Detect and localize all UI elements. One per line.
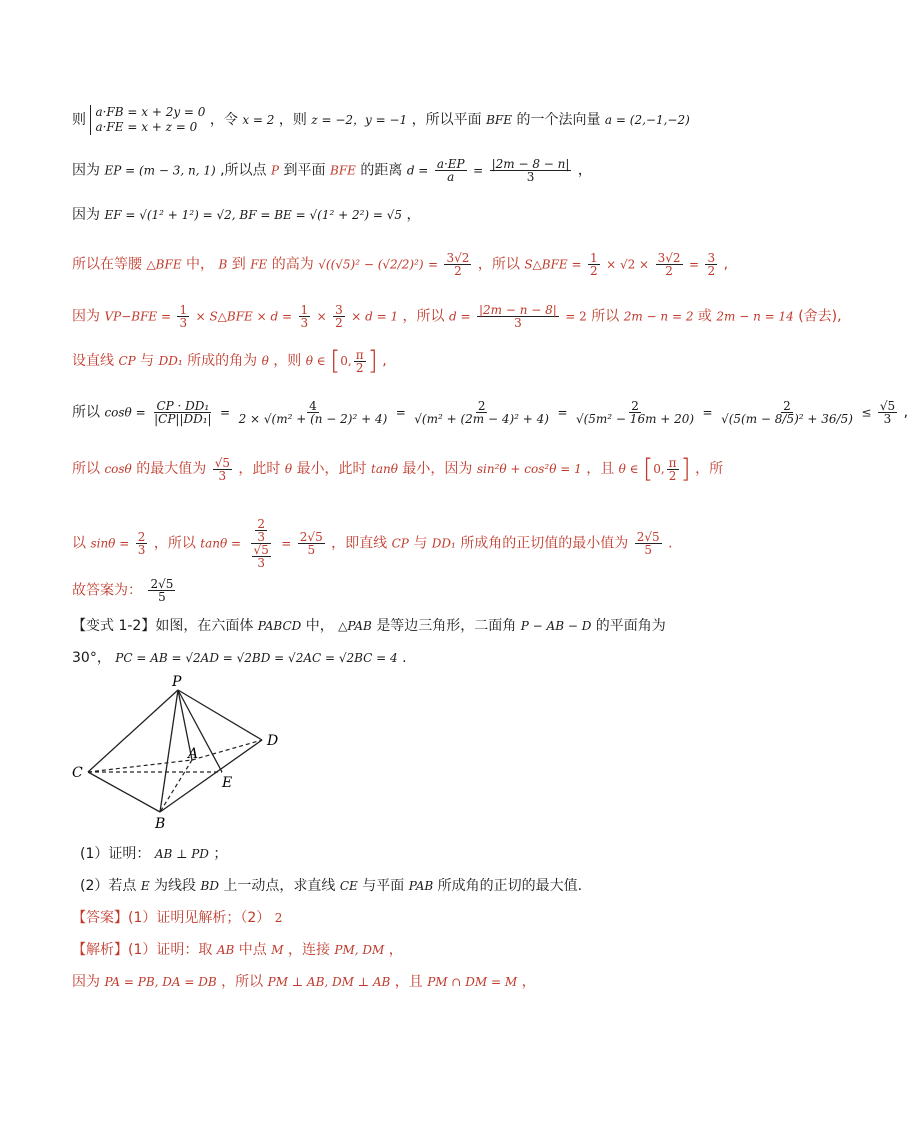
text: ，即直线 bbox=[331, 535, 388, 552]
text: 中点 bbox=[238, 942, 267, 958]
text: ，连接 bbox=[287, 942, 330, 958]
question-2 bbox=[80, 876, 582, 896]
fraction bbox=[477, 304, 559, 329]
math: cosθ bbox=[104, 462, 132, 476]
math: BFE bbox=[330, 163, 356, 178]
numerator: 2√5 bbox=[299, 530, 323, 544]
numerator: 3√2 bbox=[446, 251, 470, 265]
edge-bd bbox=[160, 740, 262, 812]
math: AB bbox=[216, 943, 235, 957]
text: ，所 bbox=[695, 461, 724, 477]
text: (1）证明： bbox=[80, 846, 151, 862]
bracket: ] bbox=[367, 346, 378, 376]
line-1 bbox=[72, 105, 690, 135]
math: 0, bbox=[653, 462, 665, 476]
math: DD₁ bbox=[158, 354, 183, 368]
math: PAB bbox=[408, 879, 434, 893]
numerator: π bbox=[668, 455, 677, 470]
text: 到平面 bbox=[283, 162, 326, 179]
math: E bbox=[140, 879, 150, 893]
bracket: [ bbox=[330, 346, 341, 376]
math: = bbox=[688, 257, 700, 272]
math: sin²θ + cos²θ = 1 bbox=[476, 462, 582, 476]
denominator: 2 × √(m² + (n − 2)² + 4) bbox=[238, 412, 388, 426]
vertex-a: A bbox=[188, 746, 199, 762]
denominator: 5 bbox=[307, 543, 316, 557]
math: sinθ = bbox=[90, 536, 130, 551]
fraction bbox=[237, 400, 390, 425]
text: 所成的角为 bbox=[187, 353, 258, 369]
numerator: 1 bbox=[179, 303, 188, 317]
edge-pb bbox=[160, 690, 178, 812]
math: PABCD bbox=[257, 619, 302, 633]
denominator: 5 bbox=[158, 590, 166, 604]
denominator: 3 bbox=[218, 468, 227, 483]
text: 所以 bbox=[72, 461, 100, 477]
fraction bbox=[719, 400, 855, 425]
math: P bbox=[271, 163, 280, 178]
math: CP bbox=[391, 536, 409, 551]
text: 因为 bbox=[72, 162, 100, 179]
text: ，且 bbox=[394, 974, 423, 990]
numerator: 1 bbox=[590, 251, 598, 265]
math: AB ⊥ PD bbox=[154, 847, 209, 861]
numerator: 3 bbox=[335, 303, 343, 317]
fraction bbox=[148, 578, 175, 603]
text: ， bbox=[406, 207, 421, 223]
variant-line-2 bbox=[72, 648, 407, 668]
numerator: CP · DD₁ bbox=[156, 399, 210, 413]
numerator: 2√5 bbox=[150, 577, 174, 591]
text: ，所以 bbox=[477, 256, 520, 273]
math: PM ⊥ AB, DM ⊥ AB bbox=[267, 975, 391, 989]
text: 上一动点，求直线 bbox=[223, 878, 336, 894]
text: ,所以点 bbox=[220, 162, 267, 179]
edge-ab bbox=[160, 760, 192, 812]
numerator: |2m − n − 8| bbox=[479, 303, 557, 317]
text: 所以在等腰 bbox=[72, 256, 142, 273]
math: △BFE bbox=[146, 257, 182, 272]
math: B bbox=[218, 257, 228, 272]
numerator: √5 bbox=[214, 455, 230, 470]
denominator: 3 bbox=[179, 316, 188, 330]
line-2 bbox=[72, 158, 592, 183]
denominator: 3 bbox=[257, 556, 265, 570]
text: ，则 bbox=[278, 112, 307, 128]
fraction bbox=[444, 252, 471, 277]
text: 设直线 bbox=[72, 353, 114, 369]
text: , bbox=[382, 353, 387, 369]
text: 是等边三角形，二面角 bbox=[376, 618, 517, 634]
denominator: √(m² + (2m − 4)² + 4) bbox=[414, 412, 549, 426]
math: VP−BFE = bbox=[104, 309, 172, 324]
text: ，所以 bbox=[402, 308, 445, 325]
math: PM, DM bbox=[334, 943, 385, 957]
text: (舍去), bbox=[798, 308, 842, 325]
text: (2）若点 bbox=[80, 878, 137, 894]
math: = 2 bbox=[565, 309, 587, 324]
text: 的平面角为 bbox=[595, 618, 666, 634]
bracket: [ bbox=[643, 454, 654, 484]
math: × bbox=[316, 309, 327, 324]
numerator: 2 bbox=[257, 517, 265, 531]
fraction bbox=[299, 304, 311, 329]
math: 0, bbox=[340, 354, 352, 368]
fraction bbox=[574, 400, 696, 425]
text: ，所以平面 bbox=[411, 112, 482, 128]
math: z = −2，y = −1 bbox=[311, 113, 408, 127]
fraction bbox=[152, 400, 213, 425]
denominator: 2 bbox=[707, 264, 716, 278]
math: = bbox=[473, 163, 484, 178]
text: ，所以 bbox=[153, 535, 196, 552]
text: ， bbox=[521, 974, 536, 990]
text: 为线段 bbox=[154, 878, 197, 894]
bracket: ] bbox=[680, 454, 691, 484]
text: . bbox=[402, 650, 407, 666]
line-8 bbox=[72, 456, 723, 482]
text: 所以 bbox=[72, 404, 100, 421]
math: d = bbox=[406, 163, 429, 178]
text: ，且 bbox=[586, 461, 615, 477]
text: 的一个法向量 bbox=[516, 112, 601, 128]
text: ，所以 bbox=[221, 974, 264, 990]
vertex-b: B bbox=[155, 816, 166, 832]
math: CE bbox=[339, 879, 358, 893]
text: 【变式 1-2】如图，在六面体 bbox=[72, 618, 254, 634]
math: cosθ = bbox=[104, 405, 146, 420]
edge-pd bbox=[178, 690, 262, 740]
numerator: √5 bbox=[879, 399, 896, 413]
equation-system bbox=[90, 105, 205, 135]
math: = bbox=[557, 405, 568, 420]
fraction bbox=[412, 400, 551, 425]
solution-line-1 bbox=[72, 940, 403, 960]
math: 2m − n = 14 bbox=[716, 309, 794, 324]
line-3 bbox=[72, 205, 421, 225]
math: CP bbox=[118, 354, 136, 368]
text: 所以 bbox=[591, 308, 620, 325]
fraction bbox=[656, 252, 683, 277]
line-5 bbox=[72, 304, 842, 329]
vertex-d: D bbox=[267, 733, 279, 749]
text: 与平面 bbox=[362, 878, 405, 894]
text: . bbox=[668, 535, 673, 552]
fraction bbox=[333, 304, 345, 329]
math: P − AB − D bbox=[520, 619, 592, 633]
fraction bbox=[588, 252, 600, 277]
equation-b: a·FE = x + z = 0 bbox=[95, 120, 198, 134]
math: tanθ bbox=[371, 462, 398, 476]
math: BD bbox=[200, 879, 219, 893]
numerator: 3 bbox=[707, 251, 716, 265]
math: PM ∩ DM = M bbox=[427, 975, 518, 989]
equation-a: a·FB = x + 2y = 0 bbox=[95, 105, 206, 119]
vertex-p: P bbox=[172, 674, 182, 690]
numerator: 2 bbox=[631, 399, 639, 413]
fraction bbox=[635, 531, 662, 556]
text: 的距离 bbox=[360, 162, 403, 179]
math: √((√5)² − (√2/2)²) bbox=[318, 257, 424, 272]
solution-line-2 bbox=[72, 972, 536, 992]
compound-fraction bbox=[248, 518, 275, 569]
math: = bbox=[702, 405, 713, 420]
edge-ca bbox=[88, 760, 192, 772]
math: 2m − n = 2 bbox=[623, 309, 694, 324]
math: x = 2 bbox=[242, 113, 275, 127]
fraction bbox=[298, 531, 325, 556]
text: 以 bbox=[72, 535, 86, 552]
fraction bbox=[490, 158, 572, 183]
vertex-c: C bbox=[72, 765, 83, 781]
text: , bbox=[723, 256, 729, 273]
denominator: 2 bbox=[590, 264, 598, 278]
math: θ ∈ bbox=[618, 462, 639, 476]
denominator: 3 bbox=[137, 543, 146, 557]
text: ； bbox=[213, 846, 228, 862]
text: 因为 bbox=[72, 207, 100, 223]
text: 则 bbox=[72, 112, 86, 128]
math: PC = AB = √2AD = √2BD = √2AC = √2BC = 4 bbox=[115, 651, 398, 665]
math: = bbox=[220, 405, 231, 420]
text: 或 bbox=[697, 308, 712, 325]
text: 中， bbox=[305, 618, 334, 634]
text: 的最大值为 bbox=[136, 461, 207, 477]
math: = bbox=[395, 405, 406, 420]
math: 2 bbox=[274, 911, 283, 925]
text: 所成角的正切值的最小值为 bbox=[460, 535, 629, 552]
variant-line-1 bbox=[72, 616, 666, 636]
numerator: √5 bbox=[253, 543, 269, 557]
numerator: 2 bbox=[477, 399, 486, 413]
text: 的高为 bbox=[271, 256, 314, 273]
numerator: 2 bbox=[783, 399, 791, 413]
fraction bbox=[435, 158, 467, 183]
text: ，令 bbox=[209, 112, 238, 128]
text: 30°， bbox=[72, 650, 111, 666]
math: d = bbox=[448, 309, 471, 324]
numerator: 1 bbox=[300, 303, 309, 317]
math: θ ∈ bbox=[305, 354, 326, 368]
math: tanθ = bbox=[200, 536, 242, 551]
text: 【解析】(1）证明：取 bbox=[72, 942, 213, 958]
text: 因为 bbox=[72, 974, 100, 990]
text: 与 bbox=[140, 353, 155, 369]
text: 因为 bbox=[72, 308, 100, 325]
numerator: 2 bbox=[137, 530, 146, 544]
line-7 bbox=[72, 400, 908, 425]
fraction bbox=[705, 252, 717, 277]
math: ≤ bbox=[861, 405, 872, 420]
denominator: 2 bbox=[335, 316, 343, 330]
text: 中， bbox=[186, 256, 215, 273]
edge-pc bbox=[88, 690, 178, 772]
numerator: a·EP bbox=[436, 157, 465, 171]
text: , bbox=[903, 404, 908, 421]
edge-cb bbox=[88, 772, 160, 812]
fraction bbox=[177, 304, 189, 329]
edge-ad bbox=[192, 740, 262, 760]
numerator: 3√2 bbox=[657, 251, 681, 265]
text: ，此时 bbox=[238, 461, 281, 477]
math: △PAB bbox=[338, 619, 372, 633]
math: FE bbox=[250, 257, 268, 272]
answer-summary bbox=[72, 908, 282, 928]
fraction bbox=[878, 400, 897, 425]
edge-pa bbox=[178, 690, 192, 760]
line-9 bbox=[72, 518, 673, 569]
numerator: |2m − 8 − n| bbox=[491, 157, 570, 171]
math: θ bbox=[261, 354, 269, 368]
denominator: 2 bbox=[454, 264, 462, 278]
text: 到 bbox=[231, 256, 246, 273]
line-4 bbox=[72, 252, 728, 277]
denominator: √(5m² − 16m + 20) bbox=[575, 412, 695, 426]
denominator: a bbox=[447, 170, 455, 184]
text: 所成角的正切的最大值. bbox=[437, 878, 583, 894]
question-1 bbox=[80, 844, 227, 864]
text: 故答案为： bbox=[72, 582, 142, 599]
edge-pe bbox=[178, 690, 222, 772]
denominator: √(5(m − 8/5)² + 36/5) bbox=[721, 412, 853, 426]
math: × S△BFE × d = bbox=[195, 309, 293, 324]
answer-line bbox=[72, 578, 177, 603]
denominator: 2 bbox=[665, 264, 673, 278]
math: M bbox=[271, 943, 284, 957]
compound-denominator bbox=[248, 544, 275, 569]
text: ， bbox=[388, 942, 403, 958]
text: 最小，因为 bbox=[402, 461, 473, 477]
text: 与 bbox=[413, 535, 428, 552]
text: 最小，此时 bbox=[296, 461, 367, 477]
math: a = (2,−1,−2) bbox=[604, 113, 690, 127]
denominator: 3 bbox=[257, 530, 265, 544]
math: = bbox=[427, 257, 439, 272]
math: EP = (m − 3, n, 1) bbox=[104, 163, 216, 178]
math: BFE bbox=[486, 113, 513, 127]
compound-numerator bbox=[251, 518, 271, 544]
math: = bbox=[281, 536, 292, 551]
math: DD₁ bbox=[431, 536, 456, 551]
vertex-e: E bbox=[222, 775, 233, 791]
denominator: 3 bbox=[883, 412, 892, 426]
text: ，则 bbox=[273, 353, 302, 369]
denominator: 5 bbox=[644, 543, 653, 557]
denominator: 2 bbox=[668, 468, 677, 483]
math: × d = 1 bbox=[351, 309, 399, 324]
fraction bbox=[354, 349, 366, 374]
text: 【答案】(1）证明见解析；（2） bbox=[72, 910, 271, 926]
math: PA = PB, DA = DB bbox=[104, 975, 217, 989]
denominator: 3 bbox=[514, 316, 522, 330]
denominator: 3 bbox=[300, 316, 309, 330]
numerator: π bbox=[355, 347, 364, 362]
numerator: 2√5 bbox=[636, 530, 660, 544]
fraction bbox=[667, 457, 679, 482]
denominator: |CP||DD₁| bbox=[154, 412, 212, 426]
fraction bbox=[213, 457, 232, 482]
line-6 bbox=[72, 348, 387, 374]
math: EF = √(1² + 1²) = √2, BF = BE = √(1² + 2²) = √5 bbox=[104, 208, 403, 222]
fraction bbox=[136, 531, 148, 556]
denominator: 2 bbox=[355, 360, 364, 375]
math: × √2 × bbox=[606, 257, 650, 272]
math: S△BFE = bbox=[524, 257, 582, 272]
denominator: 3 bbox=[526, 170, 535, 184]
math: θ bbox=[284, 462, 293, 476]
numerator: 4 bbox=[309, 399, 317, 413]
text: ， bbox=[577, 162, 592, 179]
